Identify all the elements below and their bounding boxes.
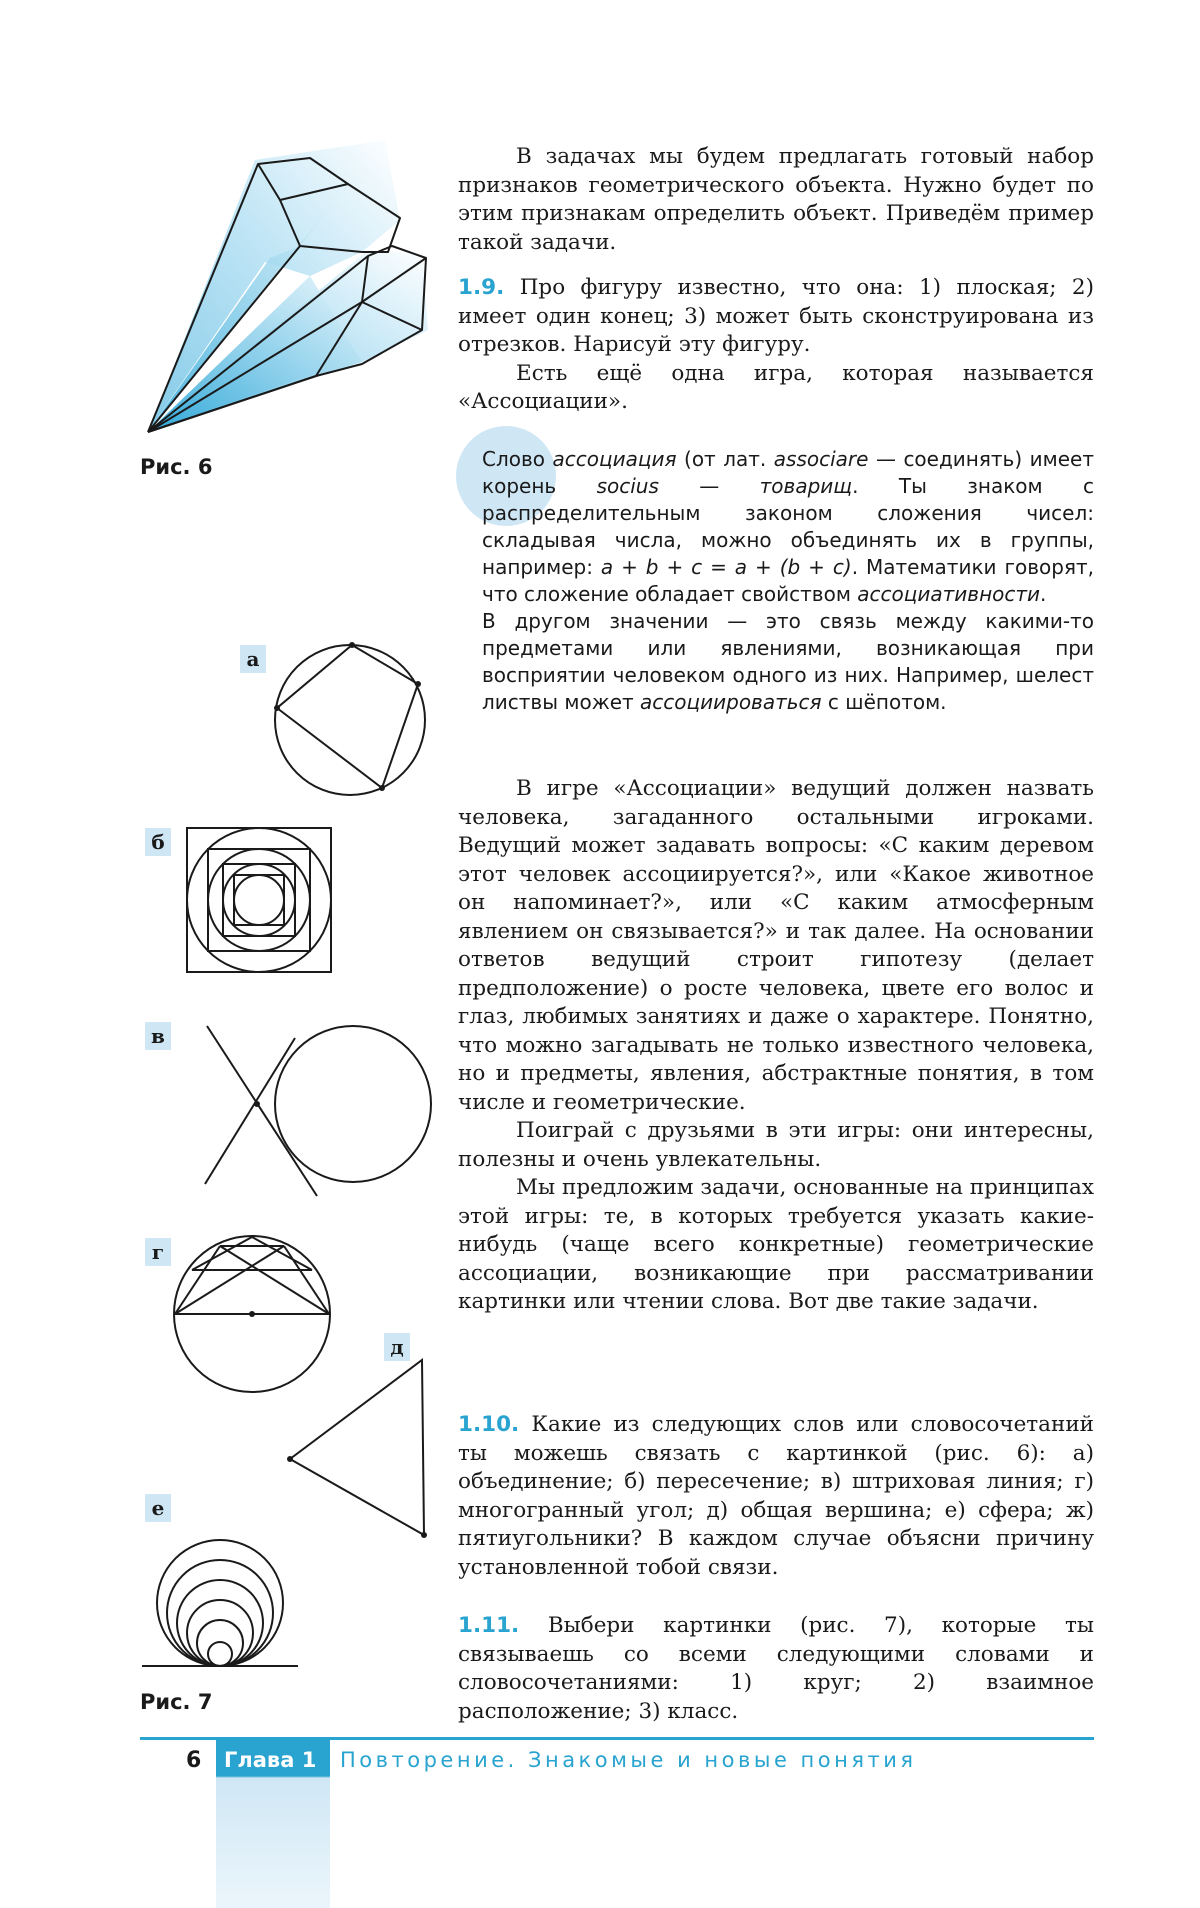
figure-7-label-v: в <box>145 1022 171 1050</box>
text-run: Слово <box>482 447 553 471</box>
figure-7-caption: Рис. 7 <box>140 1690 213 1714</box>
game-paragraph-3: Мы предложим задачи, основанные на принципах этой игры: те, в которых требуется указать какие-нибудь (чаще всего конкретные) геометрические ассоциации, возникающие при рассматривании картинки или чтении слова. Вот две такие задачи. <box>458 1175 1094 1314</box>
definition-paragraph-2 <box>482 608 1094 716</box>
figure-7a-inscribed-quadrilateral <box>270 640 430 800</box>
figure-7-label-b: б <box>145 828 171 856</box>
term-associativity: ассоциативности <box>857 582 1041 606</box>
definition-paragraph-1 <box>482 446 1094 608</box>
term-associate: ассоциироваться <box>640 690 822 714</box>
term-latin: associare <box>773 447 869 471</box>
problem-1-10 <box>458 1411 1094 1582</box>
intro-paragraph <box>458 143 1094 257</box>
text-run: . Математики говорят, что сложение обладает свойством <box>482 555 1094 606</box>
footer-rule <box>140 1737 1094 1740</box>
association-definition <box>482 446 1094 716</box>
term-association: ассоциация <box>552 447 677 471</box>
chapter-title: Повторение. Знакомые и новые понятия <box>340 1748 917 1772</box>
problem-number: 1.9. <box>458 275 505 300</box>
figure-7v-lines-and-circle <box>195 1016 435 1206</box>
figure-7b-nested-squares-circles <box>185 826 333 974</box>
problem-text: Про фигуру известно, что она: 1) плоская; 2) имеет один конец; 3) может быть сконструирована из отрезков. Нарисуй эту фигуру. <box>458 275 1094 357</box>
figure-7-label-e: е <box>145 1494 171 1522</box>
figure-7-label-a: а <box>240 645 266 673</box>
formula: a + b + c = a + (b + c) <box>600 555 852 579</box>
figure-7d-triangle <box>282 1355 432 1545</box>
problem-text: Какие из следующих слов или словосочетаний ты можешь связать с картинкой (рис. 6): а) объединение; б) пересечение; в) штриховая линия; г) многогранный угол; д) общая вершина; е) сфера; ж) пятиугольники? В каждом случае объясни причину установленной тобой связи. <box>458 1412 1094 1580</box>
text-run: В другом значении — это связь между какими-то предметами или явлениями, возникающая при восприятии человеком одного из них. Например, шелест листвы может <box>482 609 1094 714</box>
figure-7e-tangent-circles <box>140 1520 300 1670</box>
text-run: с шёпотом. <box>821 690 947 714</box>
text-run: (от лат. <box>676 447 774 471</box>
text-run: . <box>1040 582 1047 606</box>
game-description <box>458 775 1094 1317</box>
text-run: — <box>658 474 760 498</box>
game-intro-text: Есть ещё одна игра, которая называется «Ассоциации». <box>458 360 1094 414</box>
figure-6-caption: Рис. 6 <box>140 455 213 479</box>
text-run: . Ты знаком с распределительным законом сложения чисел: складывая числа, можно объединять их в группы, например: <box>482 474 1094 579</box>
problem-1-11 <box>458 1612 1094 1726</box>
chapter-label: Глава 1 <box>224 1748 317 1772</box>
intro-text: В задачах мы будем предлагать готовый набор признаков геометрического объекта. Нужно будет по этим признакам определить объект. Приведём пример такой задачи. <box>458 144 1094 255</box>
figure-7-label-d: д <box>384 1333 410 1361</box>
problem-1-9 <box>458 274 1094 417</box>
term-socius: socius <box>596 474 659 498</box>
page-number: 6 <box>186 1748 202 1773</box>
text-run: — соединять) имеет корень <box>482 447 1094 498</box>
figure-6-paper-plane <box>130 140 430 440</box>
problem-number: 1.10. <box>458 1412 520 1437</box>
term-tovarishch: товарищ <box>759 474 853 498</box>
figure-7-label-g: г <box>145 1238 171 1266</box>
game-paragraph-1: В игре «Ассоциации» ведущий должен назвать человека, загаданного остальными игроками. Ведущий может задавать вопросы: «С каким деревом этот человек ассоциируется?», или «Какое животное он напоминает?», или «С каким атмосферным явлением он связывается?» и так далее. На основании ответов ведущий строит гипотезу (делает предположение) о росте человека, цвете его волос и глаз, любимых занятиях и даже о характере. Понятно, что можно загадывать не только известного человека, но и предметы, явления, абстрактные понятия, в том числе и геометрические. <box>458 776 1094 1115</box>
problem-number: 1.11. <box>458 1613 520 1638</box>
game-paragraph-2: Поиграй с друзьями в эти игры: они интересны, полезны и очень увлекательны. <box>458 1118 1094 1172</box>
problem-text: Выбери картинки (рис. 7), которые ты связываешь со всеми следующими словами и словосочетаниями: 1) круг; 2) взаимное расположение; 3) класс. <box>458 1613 1095 1724</box>
